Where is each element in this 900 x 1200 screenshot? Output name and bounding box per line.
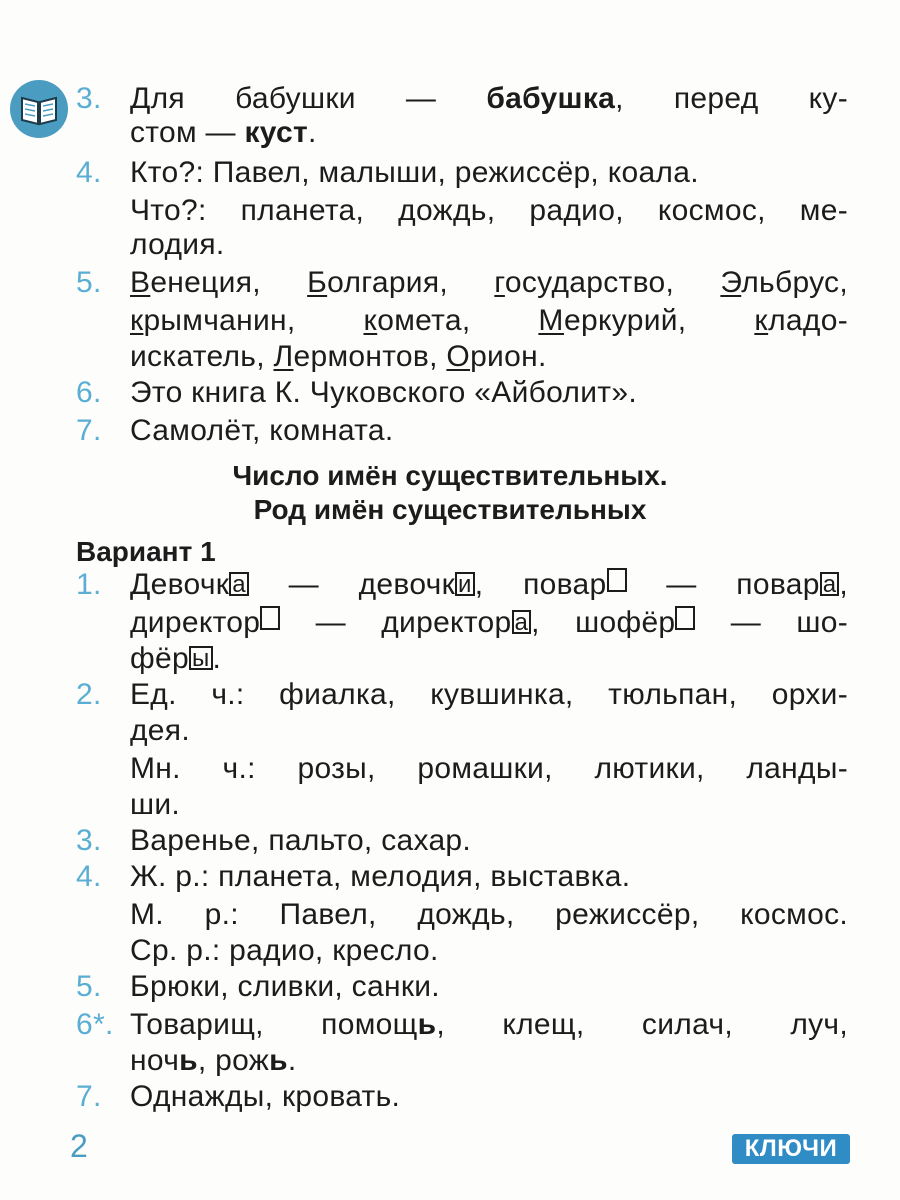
- answer-4-line3: лодия.: [130, 228, 225, 261]
- v1-answer-2-line2: дея.: [130, 714, 190, 747]
- answer-5-line2: крымчанин, комета, Меркурий, кладо-: [130, 304, 848, 337]
- heading-line2: Род имён существительных: [253, 494, 647, 525]
- v1-answer-2-line4: ши.: [130, 788, 181, 821]
- variant-title: Вариант 1: [76, 536, 216, 567]
- v1-answer-4: 4. Ж. р.: планета, мелодия, выставка.: [76, 860, 631, 893]
- answer-5: 5. Венеция, Болгария, государство, Эльбрус,: [76, 266, 848, 299]
- answer-4-line2: Что?: планета, дождь, радио, космос, ме-: [130, 194, 848, 227]
- page-number: 2: [70, 1128, 88, 1164]
- v1-answer-3: 3. Варенье, пальто, сахар.: [76, 824, 472, 857]
- answer-4: 4. Кто?: Павел, малыши, режиссёр, коала.: [76, 156, 699, 189]
- heading-line1: Число имён существительных.: [232, 460, 668, 491]
- answer-7: 7. Самолёт, комната.: [76, 414, 394, 447]
- v1-answer-2: 2. Ед. ч.: фиалка, кувшинка, тюльпан, орхи-: [76, 678, 848, 711]
- v1-answer-1: 1. Девочк а — девочк и , повар — повар а ,: [76, 568, 848, 601]
- v1-answer-6: 6*. Товарищ, помощь, клещ, силач, луч,: [76, 1008, 848, 1041]
- keys-badge: КЛЮЧИ: [732, 1134, 850, 1164]
- answer-3-line1: Для бабушки — бабушка, перед ку-: [130, 82, 848, 115]
- v1-answer-2-line3: Мн. ч.: розы, ромашки, лютики, ланды-: [130, 752, 848, 785]
- answer-3-cont: стом — куст.: [130, 116, 317, 149]
- answer-5-line3: искатель, Лермонтов, Орион.: [130, 340, 547, 373]
- v1-answer-4-line3: Ср. р.: радио, кресло.: [130, 934, 439, 967]
- v1-answer-1-line2: директор — директор а , шофёр — шо-: [130, 606, 849, 639]
- v1-answer-1-line3: фёр ы .: [130, 642, 222, 675]
- v1-answer-4-line2: М. р.: Павел, дождь, режиссёр, космос.: [130, 898, 848, 931]
- v1-answer-6-line2: ночь, рожь.: [130, 1044, 297, 1077]
- v1-answer-5: 5. Брюки, сливки, санки.: [76, 970, 440, 1003]
- answer-3: 3. Для бабушки — бабушка, перед ку-: [0, 80, 900, 118]
- answer-6: 6. Это книга К. Чуковского «Айболит».: [76, 376, 637, 409]
- v1-answer-7: 7. Однажды, кровать.: [76, 1080, 401, 1113]
